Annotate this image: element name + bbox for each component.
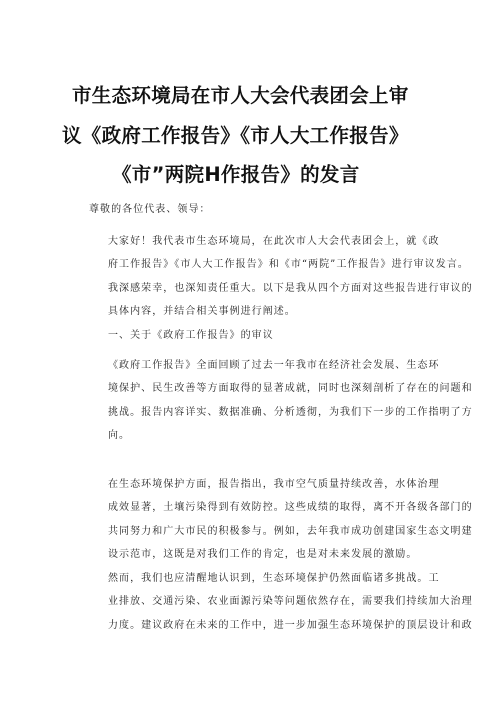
paragraph-line: 设示范市，这既是对我们工作的肯定，也是对未来发展的激励。 (108, 548, 418, 560)
paragraph-line: 挑战。报告内容详实、数据准确、分析透彻，为我们下一步的工作指明了方 (108, 406, 473, 418)
paragraph-line: 向。 (108, 429, 131, 441)
paragraph-line: 大家好！我代表市生态环境局，在此次市人大会代表团会上，就《政 (108, 236, 440, 247)
paragraph-line: 业排放、交通污染、农业面源污染等问题依然存在，需要我们持续加大治理 (108, 596, 473, 608)
title-line-2: 议《政府工作报告》《市人大工作报告》 (62, 124, 409, 147)
paragraph-intro (88, 230, 473, 323)
paragraph-challenges (88, 567, 473, 637)
salutation: 尊敬的各位代表、领导： (89, 204, 211, 215)
title-line-3: 《市”两院H作报告》的发言 (112, 163, 360, 186)
paragraph-line: 共同努力和广大市民的积极参与。例如，去年我市成功创建国家生态文明建 (108, 525, 473, 537)
title-line-1: 市生态环境局在市人大会代表团会上审 (72, 84, 409, 107)
paragraph-line: 《政府工作报告》全面回顾了过去一年我市在经济社会发展、生态环 (108, 360, 440, 371)
paragraph-line: 成效显著，土壤污染得到有效防控。这些成绩的取得，离不开各级各部门的 (108, 502, 473, 514)
paragraph-line: 力度。建议政府在未来的工作中，进一步加强生态环境保护的顶层设计和政 (108, 619, 473, 631)
paragraph-line: 境保护、民生改善等方面取得的显著成就，同时也深刻剖析了存在的问题和 (108, 383, 473, 395)
paragraph-environment (88, 473, 473, 566)
paragraph-line: 府工作报告》《市人大工作报告》和《市“两院”工作报告》进行审议发言。 (108, 259, 469, 271)
paragraph-line: 在生态环境保护方面，报告指出，我市空气质量持续改善，水体治理 (108, 479, 440, 490)
paragraph-line: 我深感荣幸，也深知责任重大。以下是我从四个方面对这些报告进行审议的 (108, 282, 473, 294)
paragraph-review (88, 354, 473, 447)
paragraph-line: 具体内容，并结合相关事例进行阐述。 (108, 305, 296, 317)
paragraph-line: 然而，我们也应清醒地认识到，生态环境保护仍然面临诸多挑战。工 (108, 573, 440, 584)
section-heading-1: 一、关于《政府工作报告》的审议 (108, 330, 274, 341)
